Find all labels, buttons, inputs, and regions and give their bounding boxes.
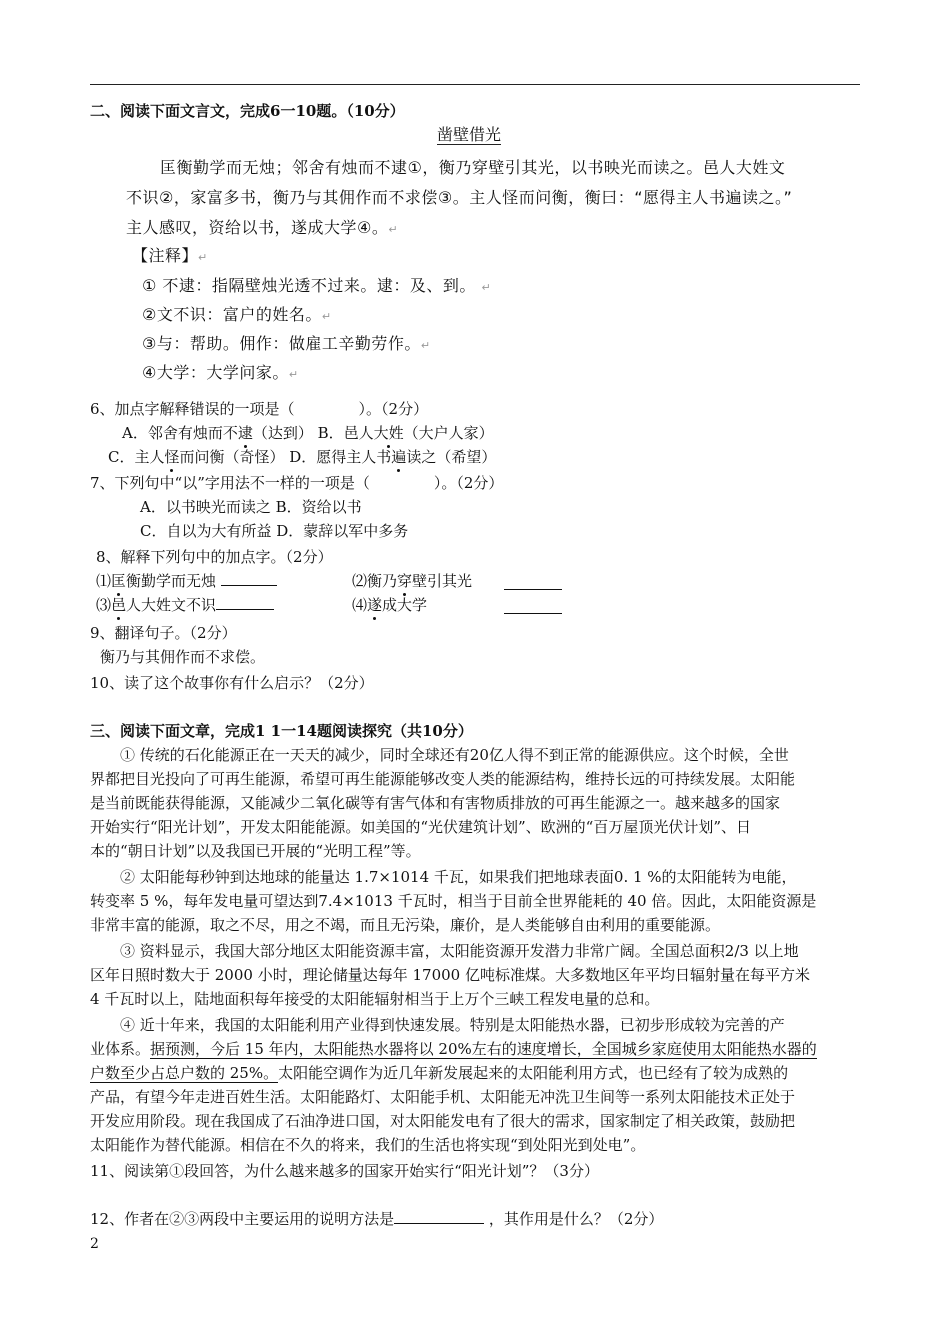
para-1-line-3: 是当前既能获得能源，又能减少二氧化碳等有害气体和有害物质排放的可再生能源之一。越来越多的国家 xyxy=(90,794,781,812)
q8-item-2: ⑵衡乃穿壁引其光 xyxy=(352,572,473,590)
q9-sentence: 衡乃与其佣作而不求偿。 xyxy=(100,648,266,666)
q8-item-3: ⑶邑人大姓文不识 xyxy=(96,594,274,616)
para-4-line-1: ④ 近十年来，我国的太阳能利用产业得到快速发展。特别是太阳能热水器，已初步形成较为完善的产 xyxy=(120,1016,785,1034)
note-1: ① 不逮：指隔壁烛光透不过来。逮：及、到。 ↵ xyxy=(142,276,492,295)
para-4-line-5: 开发应用阶段。现在我国成了石油净进口国，对太阳能发电有了很大的需求，国家制定了相关政策，鼓励把 xyxy=(90,1112,796,1130)
q7-options-cd: C．自以为大有所益 D．蒙辞以军中多务 xyxy=(140,522,409,540)
answer-blank[interactable] xyxy=(221,571,277,586)
passage-line-1: 匡衡勤学而无烛；邻舍有烛而不逮①，衡乃穿壁引其光，以书映光而读之。邑人大姓文 xyxy=(160,158,786,177)
question-6: 6、加点字解释错误的一项是（ ）。（2分） xyxy=(90,400,429,418)
para-1-line-1: ① 传统的石化能源正在一天天的减少，同时全球还有20亿人得不到正常的能源供应。这个时候，全世 xyxy=(120,746,789,764)
para-1-line-4: 开始实行“阳光计划”，开发太阳能能源。如美国的“光伏建筑计划”、欧洲的“百万屋顶光伏计划”、日 xyxy=(90,818,752,836)
passage-line-3: 主人感叹，资给以书，遂成大学④。↵ xyxy=(126,218,399,237)
underlined-sentence: 户数至少占总户数的 25%。 xyxy=(90,1064,279,1082)
question-10: 10、读了这个故事你有什么启示？（2分） xyxy=(90,674,374,692)
answer-blank[interactable] xyxy=(295,400,359,414)
para-3-line-2: 区年日照时数大于 2000 小时，理论储量达每年 17000 亿吨标准煤。大多数地区年平均日辐射量在每平方米 xyxy=(90,966,810,984)
para-4-line-6: 太阳能作为替代能源。相信在不久的将来，我们的生活也将实现“到处阳光到处电”。 xyxy=(90,1136,646,1154)
underlined-sentence: 据预测，今后 15 年内，太阳能热水器将以 20%左右的速度增长，全国城乡家庭使用太阳能热水器的 xyxy=(150,1040,817,1058)
para-3-line-1: ③ 资料显示，我国大部分地区太阳能资源丰富，太阳能资源开发潜力非常广阔。全国总面积2/3 以上地 xyxy=(120,942,799,960)
q8-item-4: ⑷遂成大学 xyxy=(352,596,428,614)
q6-options-ab: A．邻舍有烛而不逮（达到） B．邑人大姓（大户人家） xyxy=(122,424,494,442)
note-2: ②文不识：富户的姓名。↵ xyxy=(142,305,332,324)
question-7: 7、下列句中“以”字用法不一样的一项是（ ）。（2分） xyxy=(90,474,504,492)
note-3: ③与：帮助。佣作：做雇工辛勤劳作。↵ xyxy=(142,334,431,353)
para-4-line-4: 产品，有望今年走进百姓生活。太阳能路灯、太阳能手机、太阳能无冲洗卫生间等一系列太阳能技术正处于 xyxy=(90,1088,796,1106)
passage-line-2: 不识②，家富多书，衡乃与其佣作而不求偿③。主人怪而问衡，衡曰：“愿得主人书遍读之。” xyxy=(126,188,793,207)
para-3-line-3: 4 千瓦时以上，陆地面积每年接受的太阳能辐射相当于上万个三峡工程发电量的总和。 xyxy=(90,990,660,1008)
question-8: 8、解释下列句中的加点字。（2分） xyxy=(96,548,333,566)
section-2-heading: 二、阅读下面文言文，完成6一10题。（10分） xyxy=(90,102,405,120)
para-4-line-3: 户数至少占总户数的 25%。太阳能空调作为近几年新发展起来的太阳能利用方式，也已经有了较为成熟的 xyxy=(90,1064,789,1082)
para-1-line-5: 本的“朝日计划”以及我国已开展的“光明工程”等。 xyxy=(90,842,421,860)
question-9: 9、翻译句子。（2分） xyxy=(90,624,237,642)
answer-blank[interactable] xyxy=(394,1209,484,1224)
para-2-line-3: 非常丰富的能源，取之不尽，用之不竭，而且无污染，廉价，是人类能够自由利用的重要能源。 xyxy=(90,916,721,934)
para-4-line-2: 业体系。据预测，今后 15 年内，太阳能热水器将以 20%左右的速度增长，全国城乡家庭使用太阳能热水器的 xyxy=(90,1040,817,1058)
header-rule xyxy=(90,84,860,85)
passage-title: 凿壁借光 xyxy=(437,125,502,144)
page-number: 2 xyxy=(90,1236,99,1252)
notes-title: 【注释】↵ xyxy=(132,246,208,265)
para-2-line-2: 转变率 5 %，每年发电量可望达到7.4×1013 千瓦时，相当于目前全世界能耗的 40 倍。因此，太阳能资源是 xyxy=(90,892,817,910)
question-12: 12、作者在②③两段中主要运用的说明方法是 ，其作用是什么？（2分） xyxy=(90,1210,664,1228)
q6-options-cd: C．主人怪而问衡（奇怪） D．愿得主人书遍读之（希望） xyxy=(108,448,497,466)
q8-item-1: ⑴匡衡勤学而无烛 xyxy=(96,570,277,592)
para-1-line-2: 界都把目光投向了可再生能源，希望可再生能源能够改变人类的能源结构，维持长远的可持续发展。太阳能 xyxy=(90,770,796,788)
answer-blank[interactable] xyxy=(370,474,434,488)
question-11: 11、阅读第①段回答，为什么越来越多的国家开始实行“阳光计划”？（3分） xyxy=(90,1162,599,1180)
section-3-heading: 三、阅读下面文章，完成1 1一14题阅读探究（共10分） xyxy=(90,722,473,740)
note-4: ④大学：大学问家。↵ xyxy=(142,363,299,382)
para-2-line-1: ② 太阳能每秒钟到达地球的能量达 1.7×1014 千瓦，如果我们把地球表面0. 1 %的太阳能转为电能， xyxy=(120,868,797,886)
answer-blank[interactable] xyxy=(504,599,562,614)
answer-blank[interactable] xyxy=(504,575,562,590)
q7-options-ab: A．以书映光而读之 B．资给以书 xyxy=(140,498,362,516)
answer-blank[interactable] xyxy=(216,595,274,610)
